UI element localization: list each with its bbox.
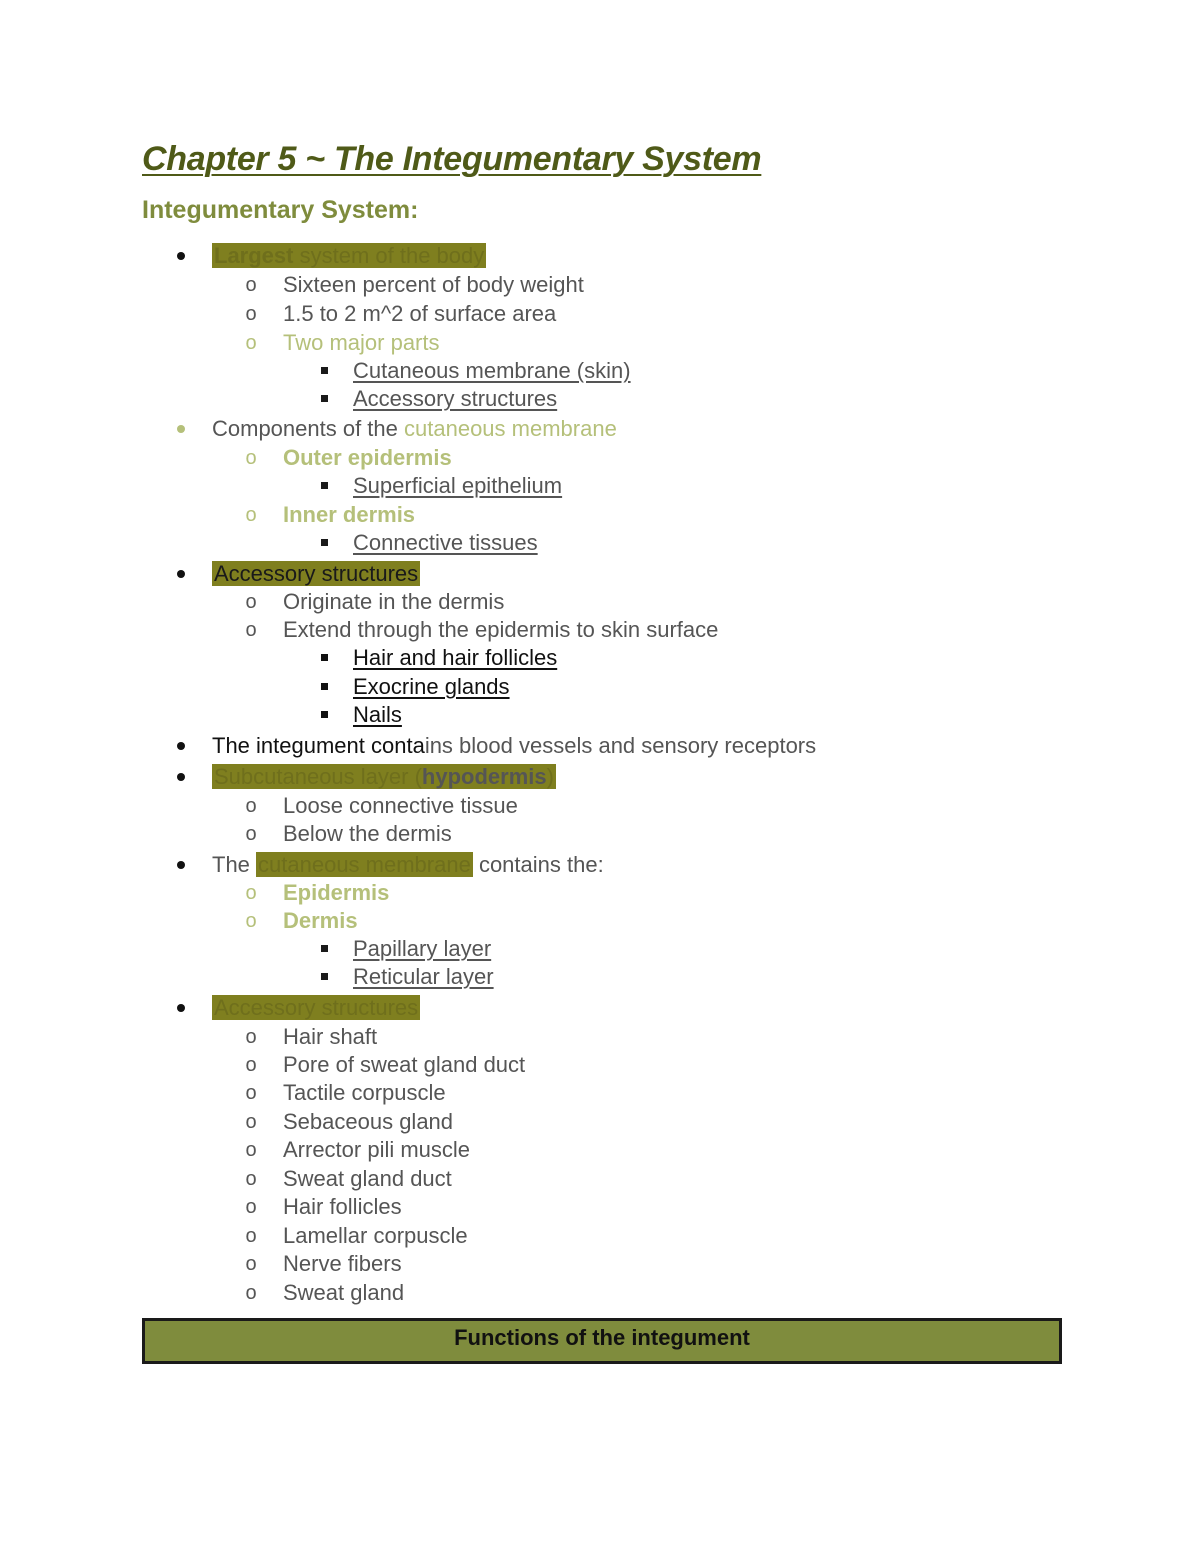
list-item: o Sweat gland xyxy=(283,1279,404,1307)
circle-bullet-icon: o xyxy=(245,447,257,469)
circle-bullet-icon: o xyxy=(245,823,257,845)
list-item: o Originate in the dermis xyxy=(283,588,504,616)
section-heading: Integumentary System: xyxy=(142,196,419,224)
circle-bullet-icon: o xyxy=(245,619,257,641)
list-item: Components of the cutaneous membrane xyxy=(212,415,617,443)
bullet-icon xyxy=(174,732,188,760)
list-item: Nails xyxy=(353,701,402,729)
circle-bullet-icon: o xyxy=(245,1196,257,1218)
circle-bullet-icon: o xyxy=(245,1225,257,1247)
square-bullet-icon xyxy=(318,673,330,701)
circle-bullet-icon: o xyxy=(245,1054,257,1076)
page-title: Chapter 5 ~ The Integumentary System xyxy=(142,140,762,178)
list-item: Accessory structures xyxy=(212,560,420,588)
list-item: o Loose connective tissue xyxy=(283,792,518,820)
list-item: Largest system of the body xyxy=(212,242,486,270)
circle-bullet-icon: o xyxy=(245,1253,257,1275)
list-item: Connective tissues xyxy=(353,529,538,557)
bullet-icon xyxy=(174,415,188,443)
circle-bullet-icon: o xyxy=(245,332,257,354)
list-item: o Below the dermis xyxy=(283,820,452,848)
circle-bullet-icon: o xyxy=(245,795,257,817)
square-bullet-icon xyxy=(318,385,330,413)
list-item: o Two major parts xyxy=(283,329,440,357)
list-item: o Tactile corpuscle xyxy=(283,1079,446,1107)
square-bullet-icon xyxy=(318,963,330,991)
list-item: o Epidermis xyxy=(283,879,389,907)
square-bullet-icon xyxy=(318,529,330,557)
bullet-icon xyxy=(174,763,188,791)
list-item: o Extend through the epidermis to skin surface xyxy=(283,616,718,644)
square-bullet-icon xyxy=(318,935,330,963)
circle-bullet-icon: o xyxy=(245,591,257,613)
circle-bullet-icon: o xyxy=(245,1111,257,1133)
list-item: Hair and hair follicles xyxy=(353,644,557,672)
list-item: Superficial epithelium xyxy=(353,472,562,500)
list-item: The integument contains blood vessels and sensory receptors xyxy=(212,732,816,760)
list-item: Papillary layer xyxy=(353,935,491,963)
list-item: o Nerve fibers xyxy=(283,1250,402,1278)
circle-bullet-icon: o xyxy=(245,910,257,932)
circle-bullet-icon: o xyxy=(245,274,257,296)
circle-bullet-icon: o xyxy=(245,504,257,526)
list-item: The cutaneous membrane contains the: xyxy=(212,851,604,879)
list-item: o Sweat gland duct xyxy=(283,1165,452,1193)
circle-bullet-icon: o xyxy=(245,1139,257,1161)
list-item: o Inner dermis xyxy=(283,501,415,529)
bullet-icon xyxy=(174,242,188,270)
square-bullet-icon xyxy=(318,357,330,385)
circle-bullet-icon: o xyxy=(245,1282,257,1304)
list-item: Exocrine glands xyxy=(353,673,510,701)
list-item: o Sebaceous gland xyxy=(283,1108,453,1136)
list-item: o Lamellar corpuscle xyxy=(283,1222,468,1250)
list-item: o Hair follicles xyxy=(283,1193,402,1221)
list-item: Accessory structures xyxy=(212,994,420,1022)
square-bullet-icon xyxy=(318,644,330,672)
list-item: Reticular layer xyxy=(353,963,494,991)
circle-bullet-icon: o xyxy=(245,1026,257,1048)
circle-bullet-icon: o xyxy=(245,1168,257,1190)
bullet-icon xyxy=(174,560,188,588)
list-item: o Dermis xyxy=(283,907,358,935)
bullet-icon xyxy=(174,994,188,1022)
list-item: o Arrector pili muscle xyxy=(283,1136,470,1164)
list-item: Accessory structures xyxy=(353,385,557,413)
list-item: o Outer epidermis xyxy=(283,444,452,472)
bullet-icon xyxy=(174,851,188,879)
circle-bullet-icon: o xyxy=(245,303,257,325)
list-item: o Sixteen percent of body weight xyxy=(283,271,584,299)
circle-bullet-icon: o xyxy=(245,1082,257,1104)
square-bullet-icon xyxy=(318,472,330,500)
section-banner: Functions of the integument xyxy=(142,1318,1062,1364)
square-bullet-icon xyxy=(318,701,330,729)
list-item: Subcutaneous layer (hypodermis) xyxy=(212,763,556,791)
list-item: o 1.5 to 2 m^2 of surface area xyxy=(283,300,556,328)
list-item: o Pore of sweat gland duct xyxy=(283,1051,525,1079)
circle-bullet-icon: o xyxy=(245,882,257,904)
list-item: o Hair shaft xyxy=(283,1023,377,1051)
list-item: Cutaneous membrane (skin) xyxy=(353,357,631,385)
